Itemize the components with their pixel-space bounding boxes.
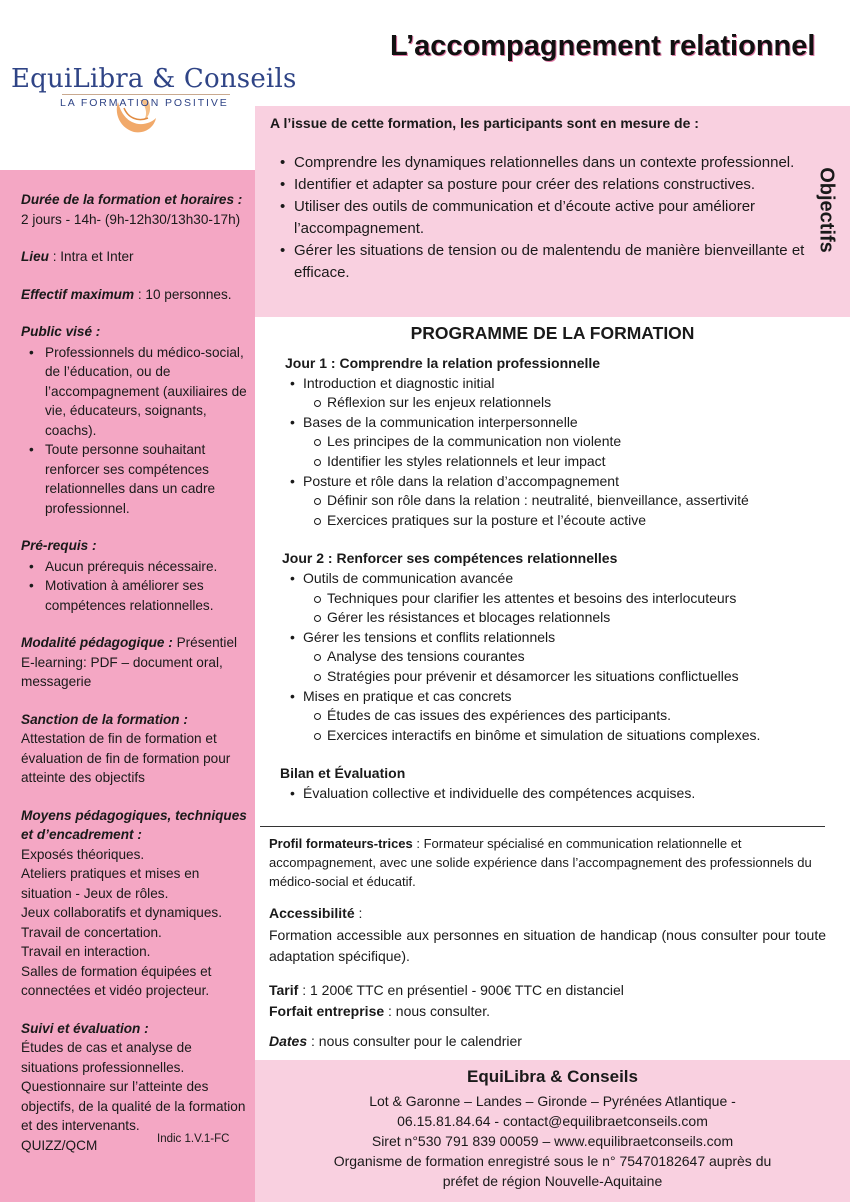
programme-title: PROGRAMME DE LA FORMATION	[410, 323, 695, 343]
list-item	[303, 472, 840, 531]
moyens-line: Travail en interaction.	[21, 944, 151, 959]
effectif-section	[21, 285, 247, 305]
sub-item: Exercices pratiques sur la posture et l’écoute active	[327, 511, 840, 531]
sub-list	[303, 647, 840, 686]
modalite-section	[21, 633, 247, 692]
day-2-list	[280, 569, 840, 745]
sanction-label: Sanction de la formation :	[21, 711, 188, 727]
divider	[260, 826, 825, 827]
bilan-title: Bilan et Évaluation	[280, 765, 406, 782]
objective-item: • Utiliser des outils de communication et d’écoute active pour améliorer l’accompagnement.	[270, 196, 810, 240]
suivi-label: Suivi et évaluation :	[21, 1020, 149, 1036]
footer-line: 06.15.81.84.64 - contact@equilibraetconseils.com	[397, 1113, 708, 1129]
sub-list	[303, 706, 840, 745]
footer-line: Lot & Garonne – Landes – Gironde – Pyrénées Atlantique -	[369, 1093, 736, 1109]
list-item: • Toute personne souhaitant renforcer ses compétences relationnelles dans un cadre professionnel.	[21, 440, 247, 518]
sidebar	[0, 170, 255, 1202]
list-item: • Aucun prérequis nécessaire.	[21, 557, 247, 577]
tarif-label: Tarif	[269, 982, 299, 998]
moyens-line: Exposés théoriques.	[21, 846, 145, 862]
accessibilite-colon: :	[354, 905, 363, 921]
sub-item: Les principes de la communication non violente	[327, 432, 840, 452]
list-item	[303, 374, 840, 413]
footer	[255, 1060, 850, 1202]
item-label: Gérer les tensions et conflits relationnels	[303, 628, 556, 645]
sub-item: Définir son rôle dans la relation : neutralité, bienveillance, assertivité	[327, 491, 840, 511]
lieu-label: Lieu	[21, 249, 49, 264]
accessibilite-label: Accessibilité	[269, 905, 355, 921]
suivi-line: Études de cas et analyse de situations professionnelles.	[21, 1040, 192, 1075]
item-label: Bases de la communication interpersonnelle	[303, 413, 578, 430]
prerequis-label: Pré-requis :	[21, 538, 97, 553]
profil-label: Profil formateurs-trices	[269, 836, 413, 851]
sub-item: Identifier les styles relationnels et leur impact	[327, 452, 840, 472]
item-label: Outils de communication avancée	[303, 569, 514, 586]
forfait-line	[269, 1001, 826, 1022]
moyens-section	[21, 806, 247, 1001]
logo	[0, 0, 297, 170]
sanction-section	[21, 710, 247, 788]
duree-section	[21, 190, 247, 229]
day-2	[280, 549, 840, 745]
sub-item: Techniques pour clarifier les attentes et besoins des interlocuteurs	[327, 589, 840, 609]
profil-block	[269, 834, 826, 891]
moyens-label: Moyens pédagogiques, techniques et d’encadrement :	[21, 807, 247, 842]
lieu-section	[21, 247, 247, 267]
sub-item: Analyse des tensions courantes	[327, 647, 840, 667]
accessibilite-value: Formation accessible aux personnes en situation de handicap (nous consulter pour toute adaptation spécifique).	[269, 927, 826, 964]
list-item	[303, 628, 840, 687]
moyens-line: Ateliers pratiques et mises en situation - Jeux de rôles.	[21, 866, 200, 901]
sub-list	[303, 432, 840, 471]
list-item	[303, 687, 840, 746]
duree-value: 2 jours - 14h- (9h-12h30/13h30-17h)	[21, 211, 241, 227]
dates-label: Dates	[269, 1033, 308, 1049]
sub-item: Études de cas issues des expériences des participants.	[327, 706, 840, 726]
moyens-line: Jeux collaboratifs et dynamiques.	[21, 905, 222, 920]
public-label: Public visé :	[21, 324, 101, 339]
bilan	[280, 764, 840, 803]
sanction-value: Attestation de fin de formation et évaluation de fin de formation pour atteinte des objectifs	[21, 731, 231, 785]
forfait-value: : nous consulter.	[384, 1002, 490, 1019]
sub-list	[303, 393, 840, 413]
bilan-list	[280, 784, 840, 804]
footer-line: Siret n°530 791 839 00059 – www.equilibraetconseils.com	[371, 1133, 734, 1149]
objectives-side-text: Objectifs	[815, 167, 838, 253]
list-item	[303, 413, 840, 472]
effectif-label: Effectif maximum	[21, 286, 135, 302]
lieu-value: : Intra et Inter	[48, 249, 134, 264]
objectives-list	[270, 152, 810, 284]
public-section	[21, 322, 247, 518]
sub-list	[303, 589, 840, 628]
sub-item: Exercices interactifs en binôme et simulation de situations complexes.	[327, 726, 840, 746]
prerequis-section	[21, 536, 247, 615]
logo-name: EquiLibra & Conseils	[11, 64, 297, 94]
profil-value: : Formateur spécialisé en communication relationnelle et accompagnement, avec une solide expérience dans l’accompagnement des professionnels du médico-social et éducatif.	[269, 836, 812, 889]
moyens-line: Salles de formation équipées et connectées et vidéo projecteur.	[21, 963, 212, 998]
tarif-value: : 1 200€ TTC en présentiel - 900€ TTC en distanciel	[298, 982, 624, 998]
sub-item: Réflexion sur les enjeux relationnels	[327, 393, 840, 413]
day-title: Jour 1 : Comprendre la relation professionnelle	[285, 355, 601, 371]
item-label: Posture et rôle dans la relation d’accompagnement	[303, 472, 619, 489]
dates-line	[269, 1032, 826, 1051]
programme-section	[280, 354, 840, 822]
sub-item: Stratégies pour prévenir et désamorcer les situations conflictuelles	[327, 667, 840, 687]
sub-item: Gérer les résistances et blocages relationnels	[327, 608, 840, 628]
modalite-value: Présentiel E-learning: PDF – document oral, messagerie	[21, 635, 238, 689]
list-item	[303, 569, 840, 628]
day-1-list	[280, 374, 840, 531]
objectives-intro: A l’issue de cette formation, les participants sont en mesure de :	[270, 115, 699, 131]
footer-company-name: EquiLibra & Conseils	[467, 1067, 638, 1086]
dates-value: : nous consulter pour le calendrier	[307, 1033, 522, 1049]
moyens-line: Travail de concertation.	[21, 924, 162, 940]
objective-item: • Gérer les situations de tension ou de malentendu de manière bienveillante et efficace.	[270, 240, 810, 284]
page-title: L’accompagnement relationnel	[390, 30, 816, 62]
day-1	[280, 354, 840, 530]
objectives-section	[255, 106, 850, 317]
logo-tagline: LA FORMATION POSITIVE	[60, 97, 229, 109]
objectives-side-label	[806, 160, 846, 260]
effectif-value: : 10 personnes.	[134, 286, 232, 302]
footer-line: Organisme de formation enregistré sous le n° 75470182647 auprès du	[333, 1153, 772, 1169]
suivi-line: Questionnaire sur l’atteinte des objectifs, de la qualité de la formation et des intervenants.	[21, 1079, 246, 1133]
item-label: Mises en pratique et cas concrets	[303, 687, 512, 704]
public-list	[21, 343, 247, 519]
forfait-label: Forfait entreprise	[269, 1002, 385, 1019]
sub-list	[303, 491, 840, 530]
footer-line: préfet de région Nouvelle-Aquitaine	[442, 1173, 663, 1189]
list-item: • Motivation à améliorer ses compétences relationnelles.	[21, 576, 247, 615]
indic-reference: Indic 1.V.1-FC	[157, 1133, 230, 1145]
list-item: • Évaluation collective et individuelle des compétences acquises.	[303, 784, 840, 804]
modalite-label: Modalité pédagogique :	[21, 635, 173, 650]
duree-label: Durée de la formation et horaires :	[21, 192, 243, 207]
list-item: • Professionnels du médico-social, de l’éducation, ou de l’accompagnement (auxiliaires de vie, éducateurs, soignants, coachs).	[21, 343, 247, 441]
accessibilite-heading	[269, 904, 826, 923]
tarif-line	[269, 980, 826, 1001]
suivi-line: QUIZZ/QCM	[21, 1137, 98, 1153]
info-section	[269, 834, 826, 1051]
day-title: Jour 2 : Renforcer ses compétences relationnelles	[282, 550, 618, 567]
objective-item: • Identifier et adapter sa posture pour créer des relations constructives.	[270, 174, 810, 196]
prerequis-list	[21, 557, 247, 616]
objective-item: • Comprendre les dynamiques relationnelles dans un contexte professionnel.	[270, 152, 810, 174]
item-label: Introduction et diagnostic initial	[303, 374, 495, 391]
